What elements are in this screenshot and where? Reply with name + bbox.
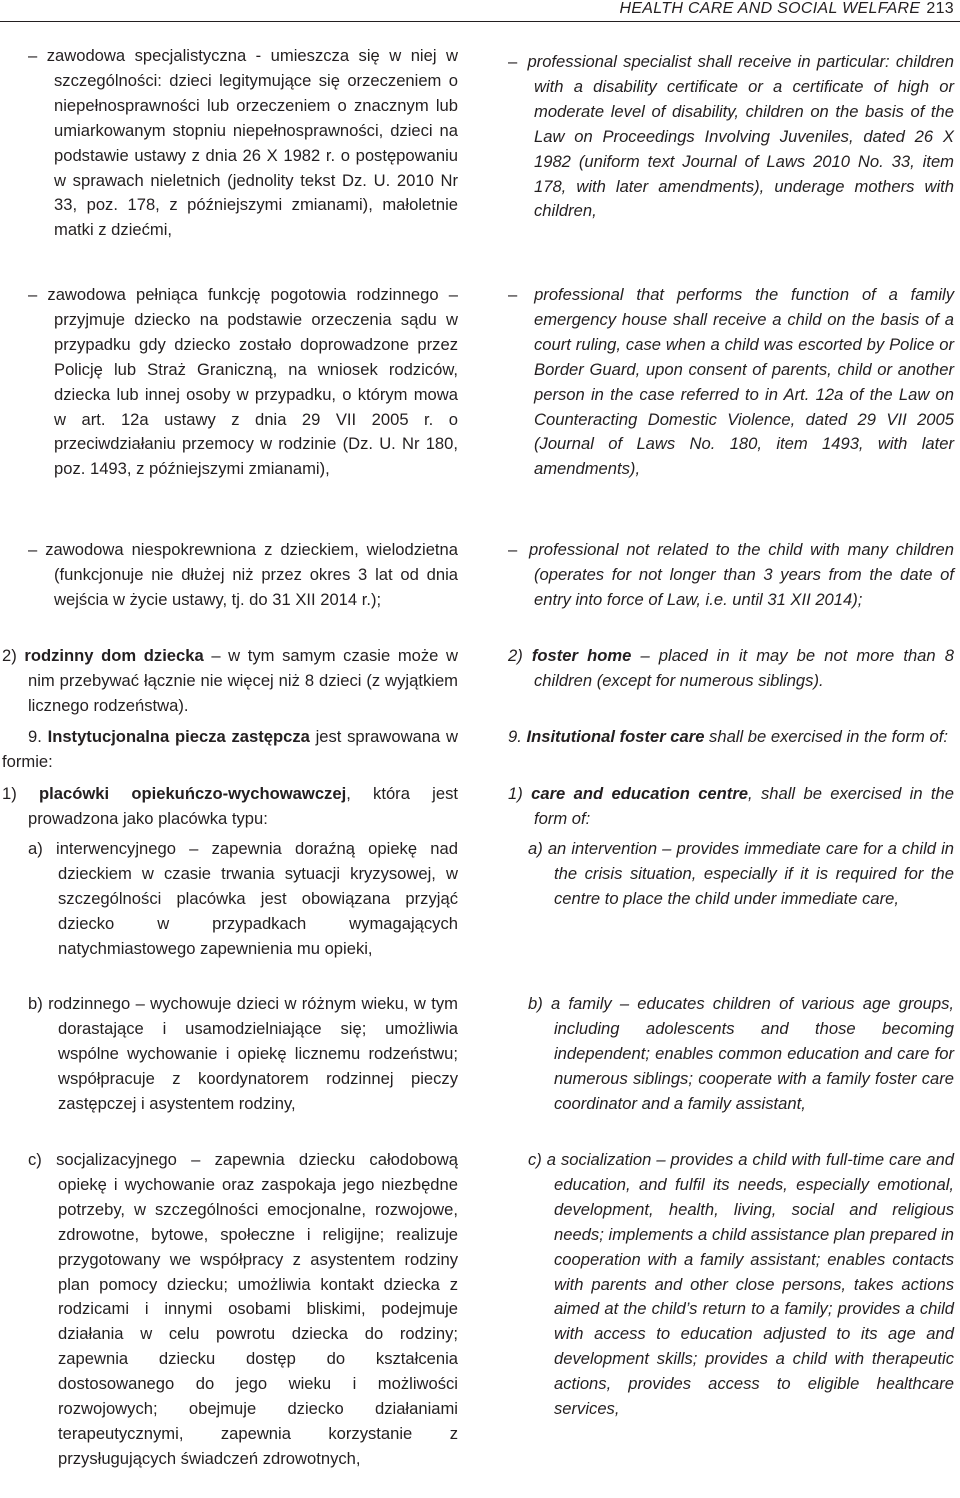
running-header	[619, 0, 954, 20]
pl-text: rodzinnego – wychowuje dzieci w różnym wieku, w tym dorastające i usamodzielniające się; umożliwia wspólne wychowanie i opiekę licznemu rodzeństwu; współpracuje z koordynatorem rodzinnej pieczy zastępczej i asystentem rodziny,	[48, 994, 458, 1113]
pl-text: , która jest prowadzona jako placówka typu:	[28, 784, 458, 828]
pl-text: – w tym samym czasie może w nim przebywać łącznie nie więcej niż 8 dzieci (z wyjątkiem licznego rodzeństwa).	[28, 646, 458, 715]
en-text: professional specialist shall receive in particular: children with a disability certificate or a certificate of high or moderate level of disability, children on the basis of the Law on Proceedings Involving Juveniles, dated 26 X 1982 (uniform text Journal of Laws 2010 No. 33, item 178, with later amendments), underage mothers with children,	[527, 52, 954, 221]
en-text: , shall be exercised in the form of:	[534, 784, 954, 828]
en-subitem-a	[528, 837, 954, 912]
header-rule	[0, 21, 960, 22]
pl-dash: –	[28, 285, 38, 304]
pl-number: 9.	[28, 727, 42, 746]
en-item-foster-home	[508, 644, 954, 694]
en-dash: –	[508, 285, 518, 304]
pl-text: zawodowa pełniąca funkcję pogotowia rodzinnego – przyjmuje dziecko na podstawie orzeczenia sądu w przypadku gdy dziecko zostało doprowadzone przez Policję lub Straż Graniczną, na wniosek rodziców, dziecka lub innej osoby w przypadku, o którym mowa w art. 12a ustawy z dnia 29 VII 2005 r. o przeciwdziałaniu przemocy w rodzinie (Dz. U. Nr 180, poz. 1493, z późniejszymi zmianami),	[47, 285, 458, 479]
pl-item-emergency	[28, 283, 458, 482]
pl-letter: b)	[28, 994, 43, 1013]
en-dash: –	[508, 540, 518, 559]
en-letter: a)	[528, 839, 543, 858]
pl-text: interwencyjnego – zapewnia doraźną opiekę nad dzieckiem w czasie trwania sytuacji kryzysowej, w szczególności placówka jest obowiązana przyjąć dziecko w przypadkach wymagających natychmiastowego zapewnienia mu opieki,	[56, 839, 458, 958]
pl-item-centre	[2, 782, 458, 832]
pl-section-9	[2, 725, 458, 775]
en-term: care and education centre	[531, 784, 749, 803]
en-item-specialist	[508, 50, 954, 224]
en-item-centre	[508, 782, 954, 832]
en-item-emergency	[508, 283, 954, 482]
header-title: HEALTH CARE AND SOCIAL WELFARE	[619, 0, 921, 17]
pl-text: jest sprawowana w formie:	[2, 727, 458, 771]
pl-subitem-c	[28, 1148, 458, 1472]
pl-term: placówki opiekuńczo-wychowawczej	[39, 784, 347, 803]
pl-number: 1)	[2, 784, 17, 803]
en-item-unrelated	[508, 538, 954, 613]
pl-item-foster-home	[2, 644, 458, 719]
pl-dash: –	[28, 46, 38, 65]
pl-item-unrelated	[28, 538, 458, 613]
pl-term: Instytucjonalna piecza zastępcza	[47, 727, 310, 746]
pl-number: 2)	[2, 646, 17, 665]
en-term: foster home	[531, 646, 632, 665]
pl-text: zawodowa specjalistyczna - umieszcza się w niej w szczególności: dzieci legitymujące się orzeczeniem o niepełnosprawności lub orzeczeniem o znacznym lub umiarkowanym stopniu niepełnosprawności, dzieci na podstawie ustawy z dnia 26 X 1982 r. o postępowaniu w sprawach nieletnich (jednolity tekst Dz. U. 2010 Nr 33, poz. 178, z późniejszymi zmianami), małoletnie matki z dziećmi,	[46, 46, 458, 240]
en-number: 9.	[508, 727, 522, 746]
en-number: 1)	[508, 784, 523, 803]
en-text: professional not related to the child with many children (operates for not longer than 3 years from the date of entry into force of Law, i.e. until 31 XII 2014);	[529, 540, 954, 609]
en-letter: b)	[528, 994, 543, 1013]
en-subitem-c	[528, 1148, 954, 1422]
en-text: shall be exercised in the form of:	[704, 727, 948, 746]
en-term: Insitutional foster care	[526, 727, 705, 746]
pl-item-specialist	[28, 44, 458, 243]
pl-letter: a)	[28, 839, 43, 858]
pl-letter: c)	[28, 1150, 42, 1169]
pl-term: rodzinny dom dziecka	[24, 646, 204, 665]
en-text: professional that performs the function of a family emergency house shall receive a child on the basis of a court ruling, case when a child was escorted by Police or Border Guard, upon consent of parents, child or another person in the case referred to in Art. 12a of the Law on Counteracting Domestic Violence, dated 29 VII 2005 (Journal of Laws No. 180, item 1493, with later amendments),	[534, 285, 954, 479]
page-number: 213	[926, 0, 954, 17]
pl-text: socjalizacyjnego – zapewnia dziecku całodobową opiekę i wychowanie oraz zaspokaja jego niezbędne potrzeby, w szczególności emocjonalne, rozwojowe, zdrowotne, bytowe, społeczne i religijne; realizuje przygotowany we współpracy z asystentem rodziny plan pomocy dziecku; umożliwia kontakt dziecka z rodzicami i innymi osobami bliskimi, podejmuje działania w celu powrotu dziecka do rodziny; zapewnia dziecku dostęp do kształcenia dostosowanego do jego wieku i możliwości rozwojowych; obejmuje dziecko działaniami terapeutycznymi, zapewnia korzystanie z przysługujących świadczeń zdrowotnych,	[56, 1150, 458, 1468]
en-text: a socialization – provides a child with full-time care and education, and fulfil its needs, especially emotional, development, health, living, social and religious needs; implements a child assistance plan prepared in cooperation with a family assistant; enables contacts with parents and other close persons, takes actions aimed at the child’s return to a family; provides a child with access to education adjusted to its age and development skills; provides a child with therapeutic actions, provides access to eligible healthcare services,	[546, 1150, 954, 1419]
en-text: – placed in it may be not more than 8 children (except for numerous siblings).	[534, 646, 954, 690]
en-text: an intervention – provides immediate care for a child in the crisis situation, especially if it is required for the centre to place the child under immediate care,	[547, 839, 954, 908]
pl-subitem-a	[28, 837, 458, 962]
pl-subitem-b	[28, 992, 458, 1117]
en-subitem-b	[528, 992, 954, 1117]
en-number: 2)	[508, 646, 523, 665]
en-text: a family – educates children of various age groups, including adolescents and those becoming independent; enables common education and care for numerous siblings; cooperate with a family foster care coordinator and a family assistant,	[550, 994, 954, 1113]
pl-text: zawodowa niespokrewniona z dzieckiem, wielodzietna (funkcjonuje nie dłużej niż przez okres 3 lat od dnia wejścia w życie ustawy, tj. do 31 XII 2014 r.);	[45, 540, 458, 609]
en-letter: c)	[528, 1150, 542, 1169]
en-dash: –	[508, 52, 518, 71]
pl-dash: –	[28, 540, 38, 559]
en-section-9	[508, 725, 954, 750]
